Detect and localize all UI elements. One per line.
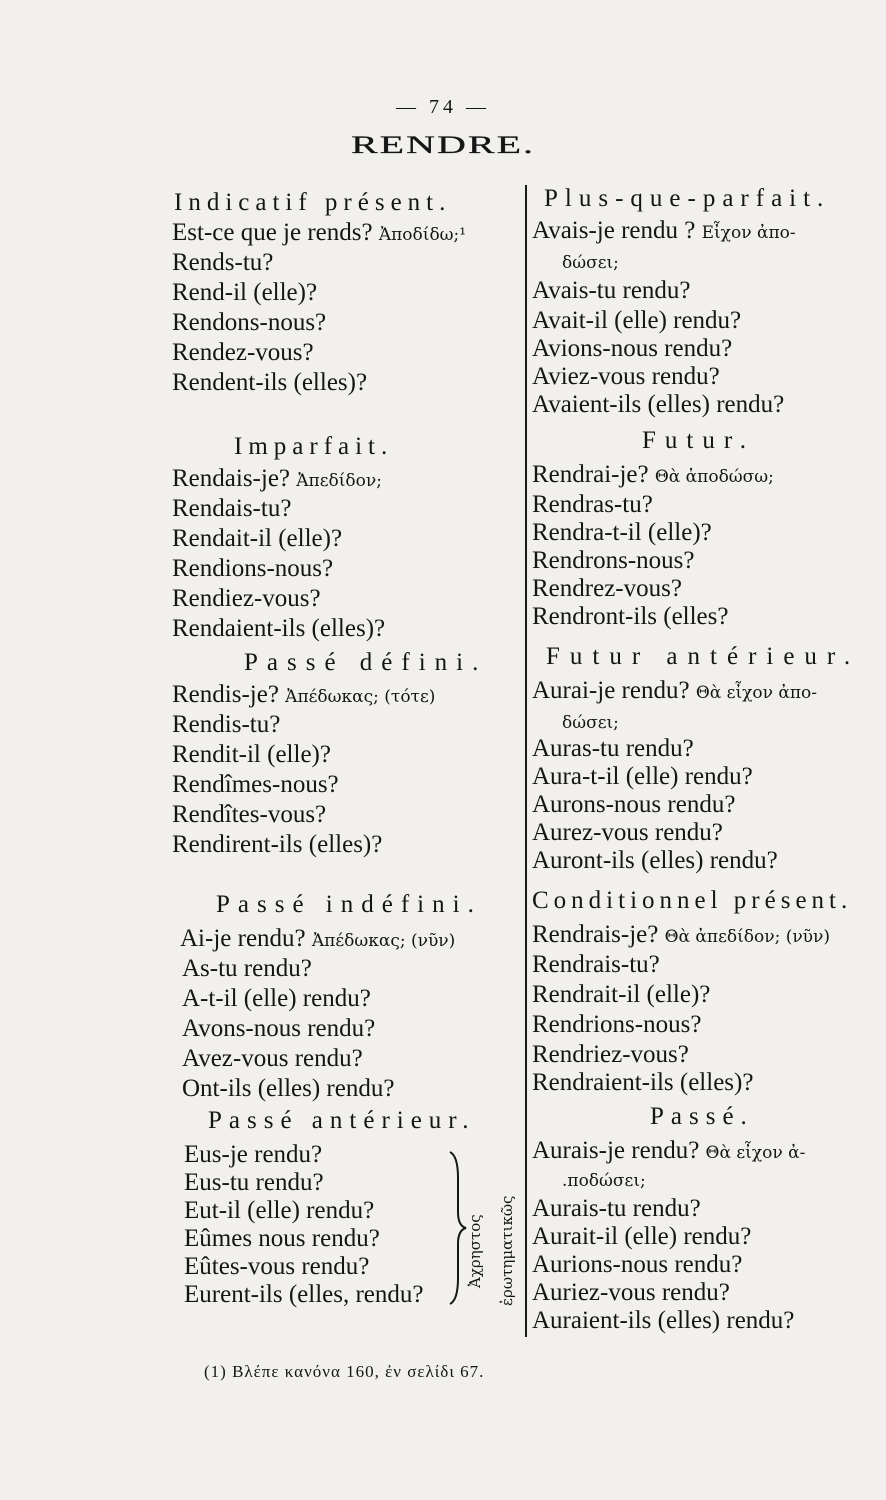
conjugation-line: Avait-il (elle) rendu? [532, 307, 742, 334]
conjugation-line: Rendent-ils (elles)? [172, 369, 368, 396]
conjugation-line: Eûtes-vous rendu? [184, 1253, 370, 1280]
section-heading-passe-anterieur: Passé antérieur. [208, 1107, 476, 1134]
conjugation-line: Rendrions-nous? [532, 1011, 702, 1038]
conjugation-line: Auront-ils (elles) rendu? [532, 847, 778, 874]
conjugation-line: Rendis-tu? [172, 711, 281, 738]
conjugation-line: Aurions-nous rendu? [532, 1251, 743, 1278]
conjugation-line: Avions-nous rendu? [532, 335, 733, 362]
page-title: RENDRE. [351, 130, 535, 159]
conjugation-line: Ai-je rendu? Ἀπέδωκας; (νῦν) [180, 925, 456, 952]
conjugation-line: Avais-je rendu ? Εἶχον ἀπο- [532, 217, 796, 244]
conjugation-line: Rendrai-je? Θὰ ἀποδώσω; [532, 461, 774, 488]
conjugation-line: Aurez-vous rendu? [532, 819, 723, 846]
section-heading-imparfait: Imparfait. [234, 433, 394, 460]
footnote: (1) Βλέπε κανόνα 160, ἐν σελίδι 67. [204, 1362, 485, 1381]
conjugation-line: Eus-tu rendu? [184, 1169, 324, 1196]
conjugation-line: Avais-tu rendu? [532, 277, 691, 304]
side-note-erotematikos: ἐρωτηματικῶς [498, 1195, 516, 1306]
conjugation-line: Rendais-tu? [172, 495, 292, 522]
conjugation-line: Rendrais-tu? [532, 951, 660, 978]
conjugation-line: Rendraient-ils (elles)? [532, 1069, 754, 1096]
conjugation-line: Aurais-je rendu? Θὰ εἶχον ἀ- [532, 1137, 806, 1164]
conjugation-line: Ont-ils (elles) rendu? [182, 1075, 395, 1102]
conjugation-line: Rendrons-nous? [532, 547, 695, 574]
conjugation-line: Rendîmes-nous? [172, 771, 339, 798]
conjugation-line: Eus-je rendu? [184, 1141, 323, 1168]
conjugation-line: Eûmes nous rendu? [184, 1225, 380, 1252]
section-heading-plus-que-parfait: Plus-que-parfait. [544, 185, 831, 212]
conjugation-line: Eurent-ils (elles, rendu? [184, 1281, 424, 1308]
conjugation-line: Rendiez-vous? [172, 585, 321, 612]
conjugation-line: Rendaient-ils (elles)? [172, 615, 386, 642]
conjugation-line: Avons-nous rendu? [182, 1015, 376, 1042]
conjugation-line: δώσει; [562, 253, 619, 273]
conjugation-line: Aviez-vous rendu? [532, 363, 720, 390]
conjugation-line: Rendrez-vous? [532, 575, 682, 602]
conjugation-line: Aurait-il (elle) rendu? [532, 1223, 752, 1250]
conjugation-line: A-t-il (elle) rendu? [182, 985, 371, 1012]
conjugation-line: Rendirent-ils (elles)? [172, 831, 383, 858]
conjugation-line: Rendrait-il (elle)? [532, 981, 711, 1008]
conjugation-line: Auraient-ils (elles) rendu? [532, 1307, 795, 1334]
conjugation-line: Rendais-je? Ἀπεδίδον; [172, 465, 382, 492]
conjugation-line: Aurais-tu rendu? [532, 1195, 701, 1222]
section-heading-indicatif-present: Indicatif présent. [174, 189, 452, 216]
conjugation-line: Rend-il (elle)? [172, 279, 318, 306]
conjugation-line: Avez-vous rendu? [182, 1045, 363, 1072]
conjugation-line: Auriez-vous rendu? [532, 1279, 730, 1306]
conjugation-line: Rendit-il (elle)? [172, 741, 331, 768]
conjugation-line: Rendront-ils (elles? [532, 603, 729, 630]
conjugation-line: Rendions-nous? [172, 555, 334, 582]
section-heading-passe-defini: Passé défini. [244, 649, 488, 676]
side-note-achrestos: Ἀχρηστος [466, 1214, 484, 1288]
page-number: — 74 — [396, 96, 490, 118]
section-heading-conditionnel-present: Conditionnel présent. [532, 887, 853, 914]
conjugation-line: Auras-tu rendu? [532, 735, 694, 762]
conjugation-line: Rendrais-je? Θὰ ἀπεδίδον; (νῦν) [532, 921, 830, 948]
conjugation-line: Rendriez-vous? [532, 1041, 689, 1068]
conjugation-line: .ποδώσει; [562, 1171, 646, 1191]
section-heading-futur-anterieur: Futur antérieur. [546, 643, 861, 670]
conjugation-line: Rendait-il (elle)? [172, 525, 343, 552]
conjugation-line: Est-ce que je rends? Ἀποδίδω;¹ [172, 219, 467, 246]
conjugation-line: Rendez-vous? [172, 339, 314, 366]
conjugation-line: Aura-t-il (elle) rendu? [532, 763, 753, 790]
conjugation-line: Eut-il (elle) rendu? [184, 1197, 375, 1224]
conjugation-line: Rendras-tu? [532, 491, 653, 518]
conjugation-line: Aurai-je rendu? Θὰ εἶχον ἀπο- [532, 677, 818, 704]
conjugation-line: Rendîtes-vous? [172, 801, 327, 828]
conjugation-line: Rends-tu? [172, 249, 274, 276]
section-heading-passe-indefini: Passé indéfini. [216, 891, 482, 918]
column-divider [525, 185, 527, 1337]
conjugation-line: As-tu rendu? [182, 955, 312, 982]
section-heading-passe: Passé. [650, 1103, 754, 1130]
conjugation-line: Rendis-je? Ἀπέδωκας; (τότε) [172, 681, 436, 708]
conjugation-line: δώσει; [562, 713, 619, 733]
conjugation-line: Rendons-nous? [172, 309, 327, 336]
conjugation-line: Aurons-nous rendu? [532, 791, 736, 818]
conjugation-line: Rendra-t-il (elle)? [532, 519, 712, 546]
conjugation-line: Avaient-ils (elles) rendu? [532, 391, 785, 418]
section-heading-futur: Futur. [642, 427, 756, 454]
